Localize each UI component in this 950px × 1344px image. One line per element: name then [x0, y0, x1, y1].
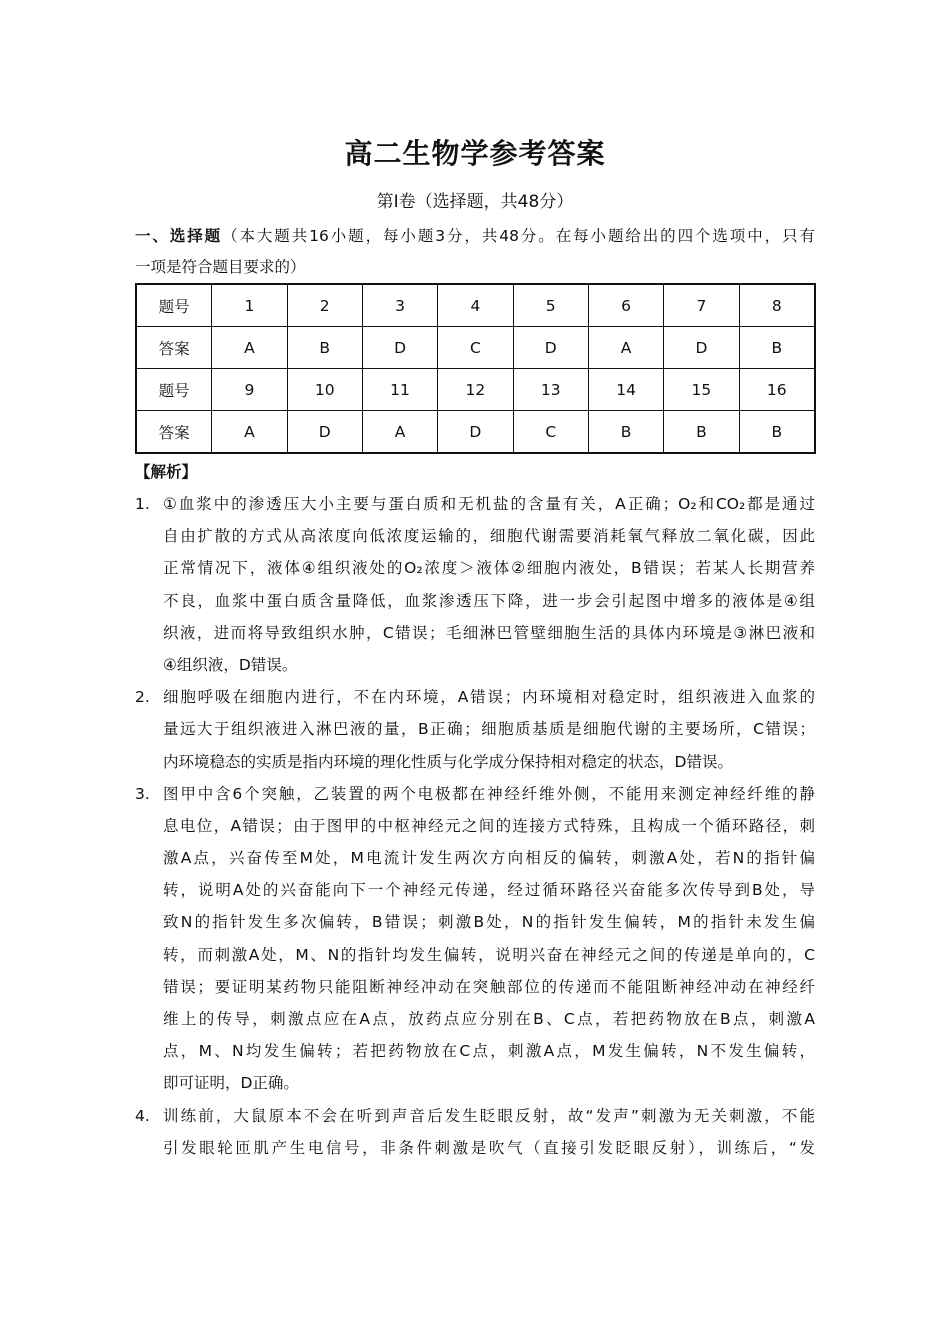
table-cell: D — [362, 327, 437, 369]
item-text-line: 即可证明，D正确。 — [163, 1074, 299, 1093]
item-number: 4. — [135, 1106, 150, 1125]
table-row — [136, 369, 815, 411]
table-row — [136, 284, 815, 327]
table-cell: A — [212, 411, 287, 454]
analysis-item — [135, 1100, 815, 1164]
item-text-line: 不良，血浆中蛋白质含量降低，血浆渗透压下降，进一步会引起图中增多的液体是④组 — [163, 591, 815, 610]
table-cell: 7 — [664, 284, 739, 327]
analysis-item — [135, 681, 815, 778]
row-header-cell: 答案 — [136, 327, 212, 369]
item-text-line: 错误；要证明某药物只能阻断神经冲动在突触部位的传递而不能阻断神经冲动在神经纤 — [163, 977, 815, 996]
table-cell: D — [438, 411, 513, 454]
table-cell: 9 — [212, 369, 287, 411]
table-cell: 13 — [513, 369, 588, 411]
item-number: 2. — [135, 688, 150, 707]
table-cell: B — [664, 411, 739, 454]
table-cell: A — [588, 327, 663, 369]
table-cell: 15 — [664, 369, 739, 411]
table-row — [136, 411, 815, 454]
item-text-line: 训练前，大鼠原本不会在听到声音后发生眨眼反射，故“发声”刺激为无关刺激，不能 — [163, 1106, 815, 1125]
table-cell: B — [588, 411, 663, 454]
item-text-line: 激A点，兴奋传至M处，M电流计发生两次方向相反的偏转，刺激A处，若N的指针偏 — [163, 849, 815, 868]
analysis-label: 【解析】 — [135, 463, 198, 481]
item-text-line: 织液，进而将导致组织水肿，C错误；毛细淋巴管壁细胞生活的具体内环境是③淋巴液和 — [163, 623, 815, 642]
item-number: 3. — [135, 784, 150, 803]
analysis-item — [135, 778, 815, 1100]
section-subtitle: 第Ⅰ卷（选择题，共48分） — [376, 192, 574, 212]
item-text-line: 点，M、N均发生偏转；若把药物放在C点，刺激A点，M发生偏转，N不发生偏转， — [163, 1042, 815, 1061]
table-cell: A — [362, 411, 437, 454]
table-cell: 8 — [739, 284, 815, 327]
item-text-line: 致N的指针发生多次偏转，B错误；刺激B处，N的指针发生偏转，M的指针未发生偏 — [163, 913, 815, 932]
item-number: 1. — [135, 495, 150, 513]
table-cell: B — [739, 327, 815, 369]
item-text-line: 自由扩散的方式从高浓度向低浓度运输的，细胞代谢需要消耗氧气释放二氧化碳，因此 — [163, 527, 815, 546]
item-text-line: ①血浆中的渗透压大小主要与蛋白质和无机盐的含量有关，A正确；O₂和CO₂都是通过 — [163, 495, 815, 513]
table-cell: 16 — [739, 369, 815, 411]
table-cell: C — [513, 411, 588, 454]
item-text-line: 转，而刺激A处，M、N的指针均发生偏转，说明兴奋在神经元之间的传递是单向的，C — [163, 945, 815, 964]
row-header-cell: 题号 — [136, 369, 212, 411]
item-text-line: 息电位，A错误；由于图甲的中枢神经元之间的连接方式特殊，且构成一个循环路径，刺 — [163, 816, 815, 835]
table-cell: D — [513, 327, 588, 369]
table-row — [136, 327, 815, 369]
table-cell: D — [664, 327, 739, 369]
item-text-line: 正常情况下，液体④组织液处的O₂浓度＞液体②细胞内液处，B错误；若某人长期营养 — [163, 559, 815, 578]
row-header-cell: 答案 — [136, 411, 212, 454]
table-cell: C — [438, 327, 513, 369]
table-cell: 10 — [287, 369, 362, 411]
instruction-line: （本大题共16小题，每小题3分，共48分。在每小题给出的四个选项中，只有 — [222, 227, 815, 245]
item-text-line: 内环境稳态的实质是指内环境的理化性质与化学成分保持相对稳定的状态，D错误。 — [163, 752, 733, 771]
row-header-cell: 题号 — [136, 284, 212, 327]
table-cell: B — [287, 327, 362, 369]
answer-table — [135, 283, 816, 454]
table-cell: 11 — [362, 369, 437, 411]
table-cell: 14 — [588, 369, 663, 411]
item-text-line: 量远大于组织液进入淋巴液的量，B正确；细胞质基质是细胞代谢的主要场所，C错误； — [163, 720, 815, 739]
item-text-line: 转，说明A处的兴奋能向下一个神经元传递，经过循环路径兴奋能多次传导到B处，导 — [163, 881, 815, 900]
table-cell: D — [287, 411, 362, 454]
analysis-list — [135, 488, 815, 1164]
table-cell: 1 — [212, 284, 287, 327]
item-text-line: 维上的传导，刺激点应在A点，放药点应分别在B、C点，若把药物放在B点，刺激A — [163, 1010, 815, 1028]
table-cell: 5 — [513, 284, 588, 327]
table-cell: 6 — [588, 284, 663, 327]
instruction-line: 一项是符合题目要求的） — [135, 258, 306, 276]
table-cell: B — [739, 411, 815, 454]
table-cell: A — [212, 327, 287, 369]
question-instructions — [135, 221, 815, 283]
analysis-item — [135, 488, 815, 681]
item-text-line: 图甲中含6个突触，乙装置的两个电极都在神经纤维外侧，不能用来测定神经纤维的静 — [163, 784, 815, 803]
table-cell: 4 — [438, 284, 513, 327]
document-title: 高二生物学参考答案 — [344, 137, 606, 170]
item-text-line: 细胞呼吸在细胞内进行，不在内环境，A错误；内环境相对稳定时，组织液进入血浆的 — [163, 688, 815, 707]
item-text-line: ④组织液，D错误。 — [163, 655, 298, 674]
table-cell: 2 — [287, 284, 362, 327]
section-heading: 一、选择题 — [135, 227, 223, 245]
item-text-line: 引发眼轮匝肌产生电信号，非条件刺激是吹气（直接引发眨眼反射），训练后，“发 — [163, 1138, 815, 1157]
table-cell: 3 — [362, 284, 437, 327]
table-cell: 12 — [438, 369, 513, 411]
